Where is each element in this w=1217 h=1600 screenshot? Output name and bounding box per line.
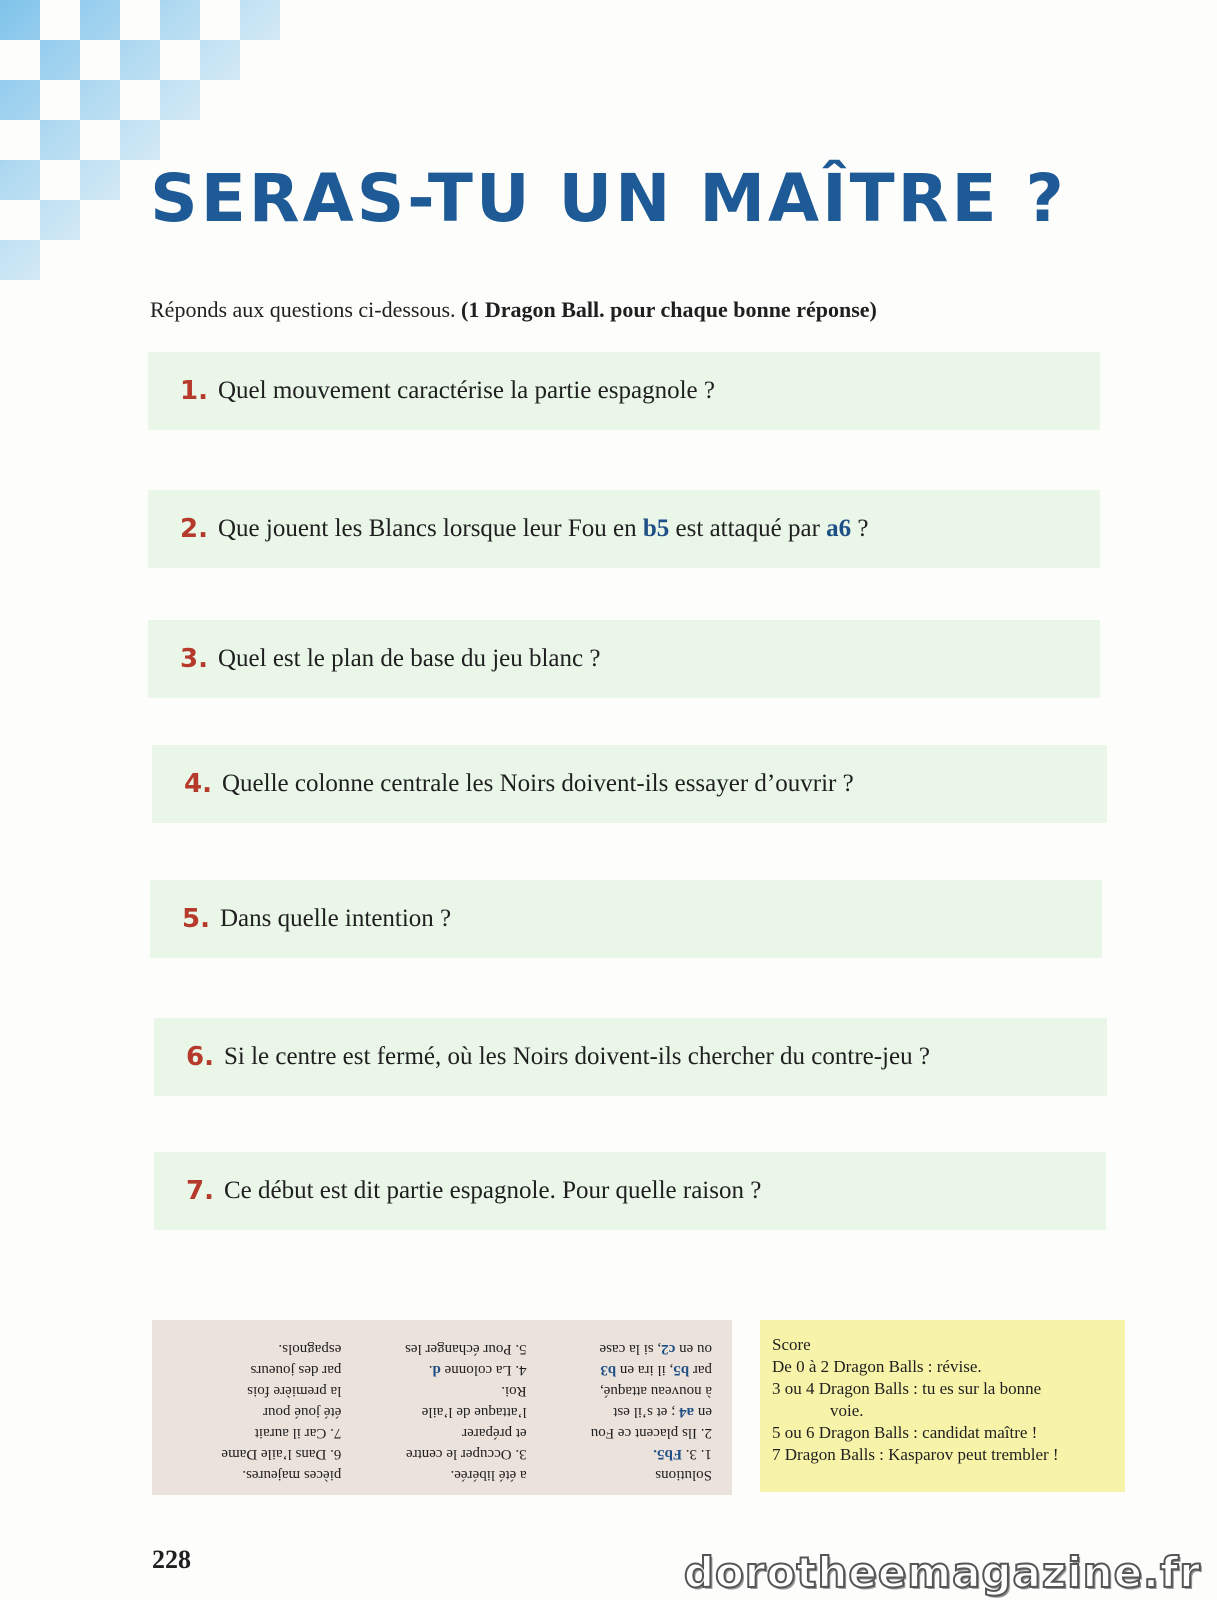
question-text: Si le centre est fermé, où les Noirs doivent-ils chercher du contre-jeu ? bbox=[223, 1043, 930, 1070]
solutions-line: à nouveau attaqué, bbox=[599, 1383, 712, 1399]
question-text-part: ? bbox=[851, 515, 869, 542]
solutions-line: Solutions bbox=[655, 1467, 712, 1483]
solutions-line: 6. Dans l’aile Dame bbox=[221, 1446, 342, 1462]
score-line: voie. bbox=[830, 1401, 864, 1420]
question-6 bbox=[154, 1018, 1107, 1096]
question-text bbox=[218, 515, 869, 543]
solutions-line: par des joueurs bbox=[250, 1362, 342, 1378]
solutions-line: Roi. bbox=[501, 1383, 527, 1399]
solutions-line: 4. La colonne d. bbox=[428, 1362, 527, 1378]
solutions-line: été joué pour bbox=[263, 1404, 342, 1420]
solutions-box-upside-down bbox=[152, 1320, 732, 1495]
question-text: Ce début est dit partie espagnole. Pour quelle raison ? bbox=[223, 1177, 762, 1204]
question-text-part: Que jouent les Blancs lorsque leur Fou en bbox=[217, 515, 643, 542]
question-3 bbox=[148, 620, 1100, 698]
question-text: Quel mouvement caractérise la partie espagnole ? bbox=[217, 377, 715, 404]
question-5 bbox=[150, 880, 1102, 958]
intro-scoring-note: (1 Dragon Ball. pour chaque bonne réponse) bbox=[461, 297, 877, 322]
question-text: Quel est le plan de base du jeu blanc ? bbox=[217, 645, 601, 672]
score-line: 3 ou 4 Dragon Balls : tu es sur la bonne bbox=[772, 1379, 1042, 1398]
solutions-line: l’attaque de l’aile bbox=[421, 1404, 527, 1420]
intro-text bbox=[150, 297, 877, 323]
solutions-line: ou en c2, si la case bbox=[599, 1341, 712, 1357]
solutions-content bbox=[152, 1320, 732, 1495]
intro-instruction: Réponds aux questions ci-dessous. bbox=[150, 297, 456, 322]
solutions-line: 5. Pour échanger les bbox=[405, 1341, 527, 1357]
solutions-line: en a4 ; et s’il est bbox=[613, 1404, 712, 1420]
page-number: 228 bbox=[152, 1545, 191, 1574]
solutions-line: a été libérée. bbox=[450, 1467, 527, 1483]
solutions-line: la première fois bbox=[247, 1383, 342, 1399]
square-highlight: b5 bbox=[642, 515, 670, 542]
solutions-line: espagnols. bbox=[278, 1341, 342, 1357]
solutions-column-3 bbox=[164, 1330, 349, 1485]
solutions-line: 7. Car il aurait bbox=[254, 1425, 342, 1441]
score-box bbox=[760, 1320, 1125, 1492]
score-line: 5 ou 6 Dragon Balls : candidat maître ! bbox=[772, 1423, 1038, 1442]
question-number: 1. bbox=[180, 376, 208, 406]
question-number: 5. bbox=[182, 904, 210, 934]
square-highlight: a6 bbox=[826, 515, 852, 542]
solutions-column-1 bbox=[535, 1330, 720, 1485]
question-text: Dans quelle intention ? bbox=[219, 905, 452, 932]
solutions-line: 1. 3. Fb5. bbox=[653, 1446, 712, 1462]
score-line: 7 Dragon Balls : Kasparov peut trembler ! bbox=[772, 1445, 1059, 1464]
question-4 bbox=[152, 745, 1107, 823]
question-2 bbox=[148, 490, 1100, 568]
question-text: Quelle colonne centrale les Noirs doivent-ils essayer d’ouvrir ? bbox=[221, 770, 854, 797]
question-number: 2. bbox=[180, 514, 208, 544]
question-number: 4. bbox=[184, 769, 212, 799]
question-7 bbox=[154, 1152, 1106, 1230]
question-1 bbox=[148, 352, 1100, 430]
score-line: De 0 à 2 Dragon Balls : révise. bbox=[772, 1357, 982, 1376]
score-heading: Score bbox=[772, 1335, 811, 1354]
solutions-line: et préparer bbox=[462, 1425, 527, 1441]
solutions-line: pièces majeures. bbox=[242, 1467, 342, 1483]
question-number: 3. bbox=[180, 644, 208, 674]
solutions-column-2 bbox=[349, 1330, 534, 1485]
question-text-part: est attaqué par bbox=[669, 515, 827, 542]
solutions-line: 2. Ils placent ce Fou bbox=[590, 1425, 712, 1441]
watermark: dorotheemagazine.fr bbox=[683, 1548, 1201, 1597]
solutions-line: par b5, il ira en b3 bbox=[600, 1362, 712, 1378]
page-title: SERAS-TU UN MAÎTRE ? bbox=[150, 160, 1067, 237]
solutions-line: 3. Occuper le centre bbox=[405, 1446, 527, 1462]
question-number: 6. bbox=[186, 1042, 214, 1072]
question-number: 7. bbox=[186, 1176, 214, 1206]
